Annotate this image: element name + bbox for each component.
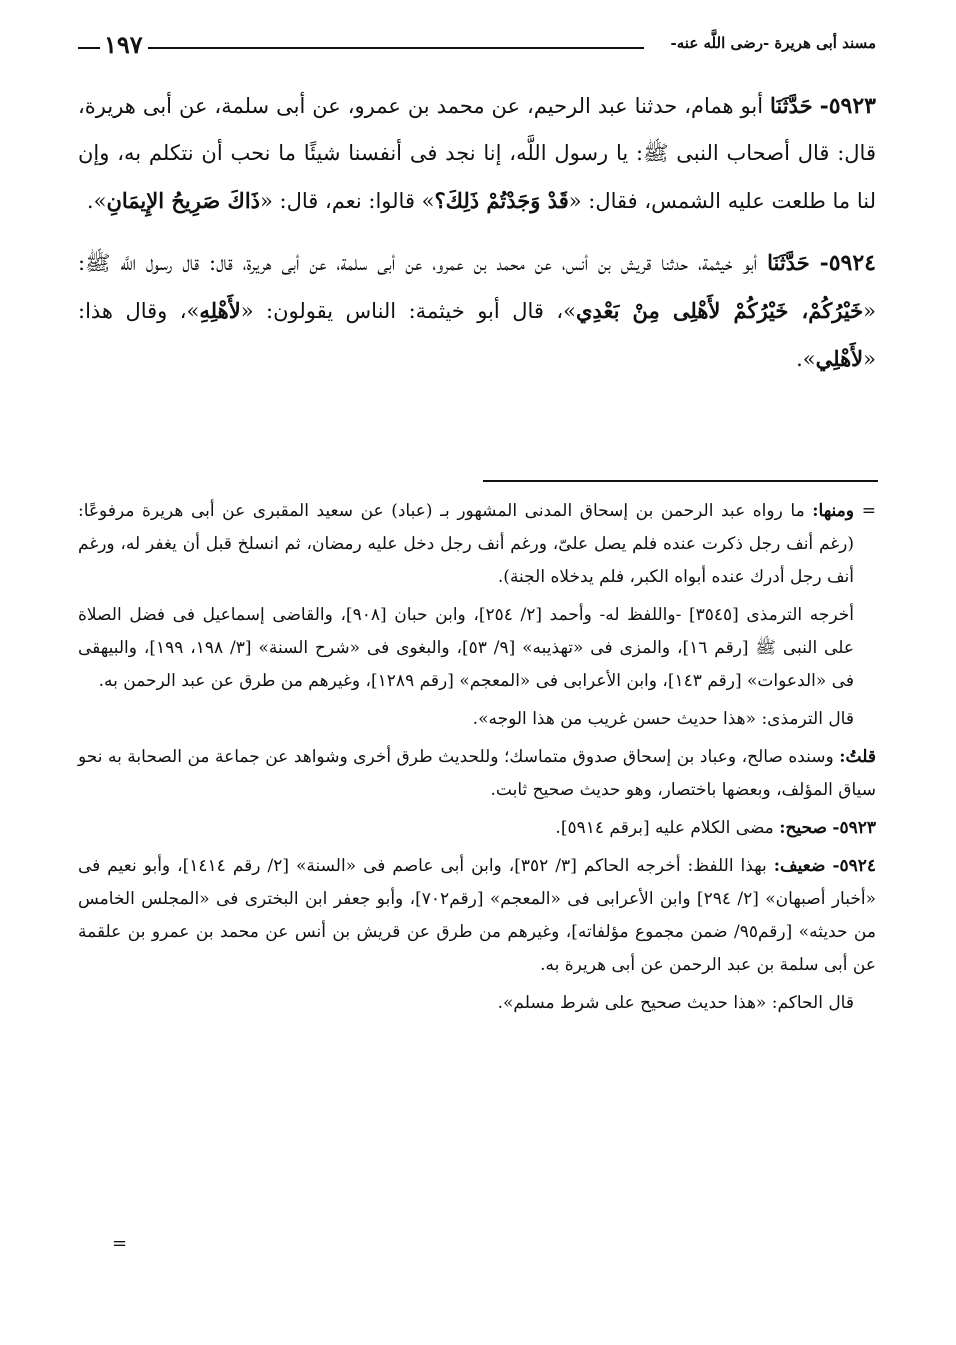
footnote-takhrij: أخرجه الترمذى [٣٥٤٥] -واللفظ له- وأحمد [٢/ ٢٥٤]، وابن حبان [٩٠٨]، والقاضى إسماعيل فى فضل الصلاة على النبى ﷺ [رقم ١٦]، والمزى فى «تهذيبه» [٩/ ٥٣]، والبغوى فى «شرح السنة» [٣/ ١٩٨، ١٩٩]، والبيهقى فى «الدعوات» [رقم ١٤٣]، وابن الأعرابى فى «المعجم» [رقم ١٢٨٩]، وغيرهم من طرق عن عبد الرحمن به. xyxy=(78,605,854,691)
continuation-mark: = xyxy=(861,501,877,521)
hadith-number: ٥٩٢٤- xyxy=(819,250,876,276)
hadith-5923 xyxy=(78,82,876,225)
hadith-number: ٥٩٢٣- xyxy=(819,93,876,119)
footnote-text: ما رواه عبد الرحمن بن إسحاق المدنى المشهور بـ (عباد) عن سعيد المقبرى عن أبى هريرة مرفوعًا: (رغم أنف رجل ذكرت عنده فلم يصل علىّ، ورغم أنف رجل دخل عليه رمضان، ثم انسلخ قبل أن يغفر له، ورغم أنف رجل أدرك عنده أبواه الكبر، فلم يدخلاه الجنة). xyxy=(78,501,854,587)
hadith-text: ». xyxy=(796,347,816,371)
footnotes xyxy=(78,495,876,1025)
footnote-continuation xyxy=(78,495,876,594)
header-dash xyxy=(78,47,100,49)
grade-label: ضعيف: xyxy=(773,856,826,876)
continuation-mark-bottom: = xyxy=(112,1233,128,1254)
grade-label: صحيح: xyxy=(779,818,827,838)
footnote-divider xyxy=(483,480,878,482)
header-rule xyxy=(148,47,644,49)
narration-variant: لأَهْلِهِ xyxy=(199,298,241,323)
footnote-number: ٥٩٢٤- xyxy=(832,856,877,876)
prophet-quote: ذَاكَ صَرِيحُ الإِيمَانِ xyxy=(106,188,261,213)
header-title: مسند أبى هريرة -رضى اللَّه عنه- xyxy=(670,34,876,52)
main-text xyxy=(78,82,876,397)
footnote-lead: قلتُ: xyxy=(839,747,876,767)
hadith-text: أبو خيثمة، حدثنا قريش بن أنس، عن محمد بن عمرو، عن أبى سلمة، عن أبى هريرة، قال: قال رسول اللَّه ﷺ: « xyxy=(78,251,876,323)
hadith-intro: حَدَّثَنَا xyxy=(770,93,813,118)
footnote-5923 xyxy=(78,812,876,845)
hadith-text: »، وقال هذا: « xyxy=(78,299,876,371)
hadith-text: ». xyxy=(86,189,107,213)
hadith-text: أبو همام، حدثنا عبد الرحيم، عن محمد بن عمرو، عن أبى سلمة، عن أبى هريرة، قال: قال أصحاب النبى ﷺ: يا رسول اللَّه، إنا نجد فى أنفسنا شيئًا ما نحب أن نتكلم به، وإن لنا ما طلعت عليه الشمس، فقال: « xyxy=(78,94,876,213)
hadith-intro: حَدَّثَنَا xyxy=(767,250,810,275)
prophet-quote: خَيْرُكُمْ، خَيْرُكُمْ لأَهْلِى مِنْ بَعْدِي xyxy=(576,298,864,323)
hadith-5924 xyxy=(78,239,876,383)
footnote-text: مضى الكلام عليه [برقم ٥٩١٤]. xyxy=(555,818,774,838)
prophet-quote: قَدْ وَجَدْتُمْ ذَلِكَ؟ xyxy=(434,188,569,213)
running-header xyxy=(78,30,876,64)
footnote-tirmidhi: قال الترمذى: «هذا حديث حسن غريب من هذا الوجه». xyxy=(472,709,854,729)
footnote-text: وسنده صالح، وعباد بن إسحاق صدوق متماسك؛ وللحديث طرق أخرى وشواهد عن جماعة من الصحابة به نحو سياق المؤلف، وبعضها باختصار، وهو حديث صحيح ثابت. xyxy=(78,747,876,800)
footnote-number: ٥٩٢٣- xyxy=(832,818,876,838)
footnote-comment xyxy=(78,741,876,807)
narration-variant: لأَهْلِي xyxy=(815,346,864,371)
hadith-text: » قالوا: نعم، قال: « xyxy=(260,189,435,213)
footnote-text: بهذا اللفظ: أخرجه الحاكم [٣/ ٣٥٢]، وابن أبى عاصم فى «السنة» [٢/ رقم ١٤١٤]، وأبو نعيم فى «أخبار أصبهان» [٢/ ٢٩٤] وابن الأعرابى فى «المعجم» [رقم٧٠٢]، وأبو جعفر ابن البخترى فى «المجلس الخامس من حديثه» [رقم٩٥/ ضمن مجموع مؤلفاته]، وغيرهم من طرق عن قريش بن أنس عن محمد بن عمرو بن علقمة عن أبى سلمة بن عبد الرحمن عن أبى هريرة به. xyxy=(78,856,876,975)
page-number: ١٩٧ xyxy=(104,30,143,59)
footnote-5924 xyxy=(78,850,876,982)
footnote-hakim: قال الحاكم: «هذا حديث صحيح على شرط مسلم». xyxy=(497,993,854,1013)
footnote-lead: ومنها: xyxy=(812,501,855,521)
hadith-text: »، قال أبو خيثمة: الناس يقولون: « xyxy=(240,299,576,323)
